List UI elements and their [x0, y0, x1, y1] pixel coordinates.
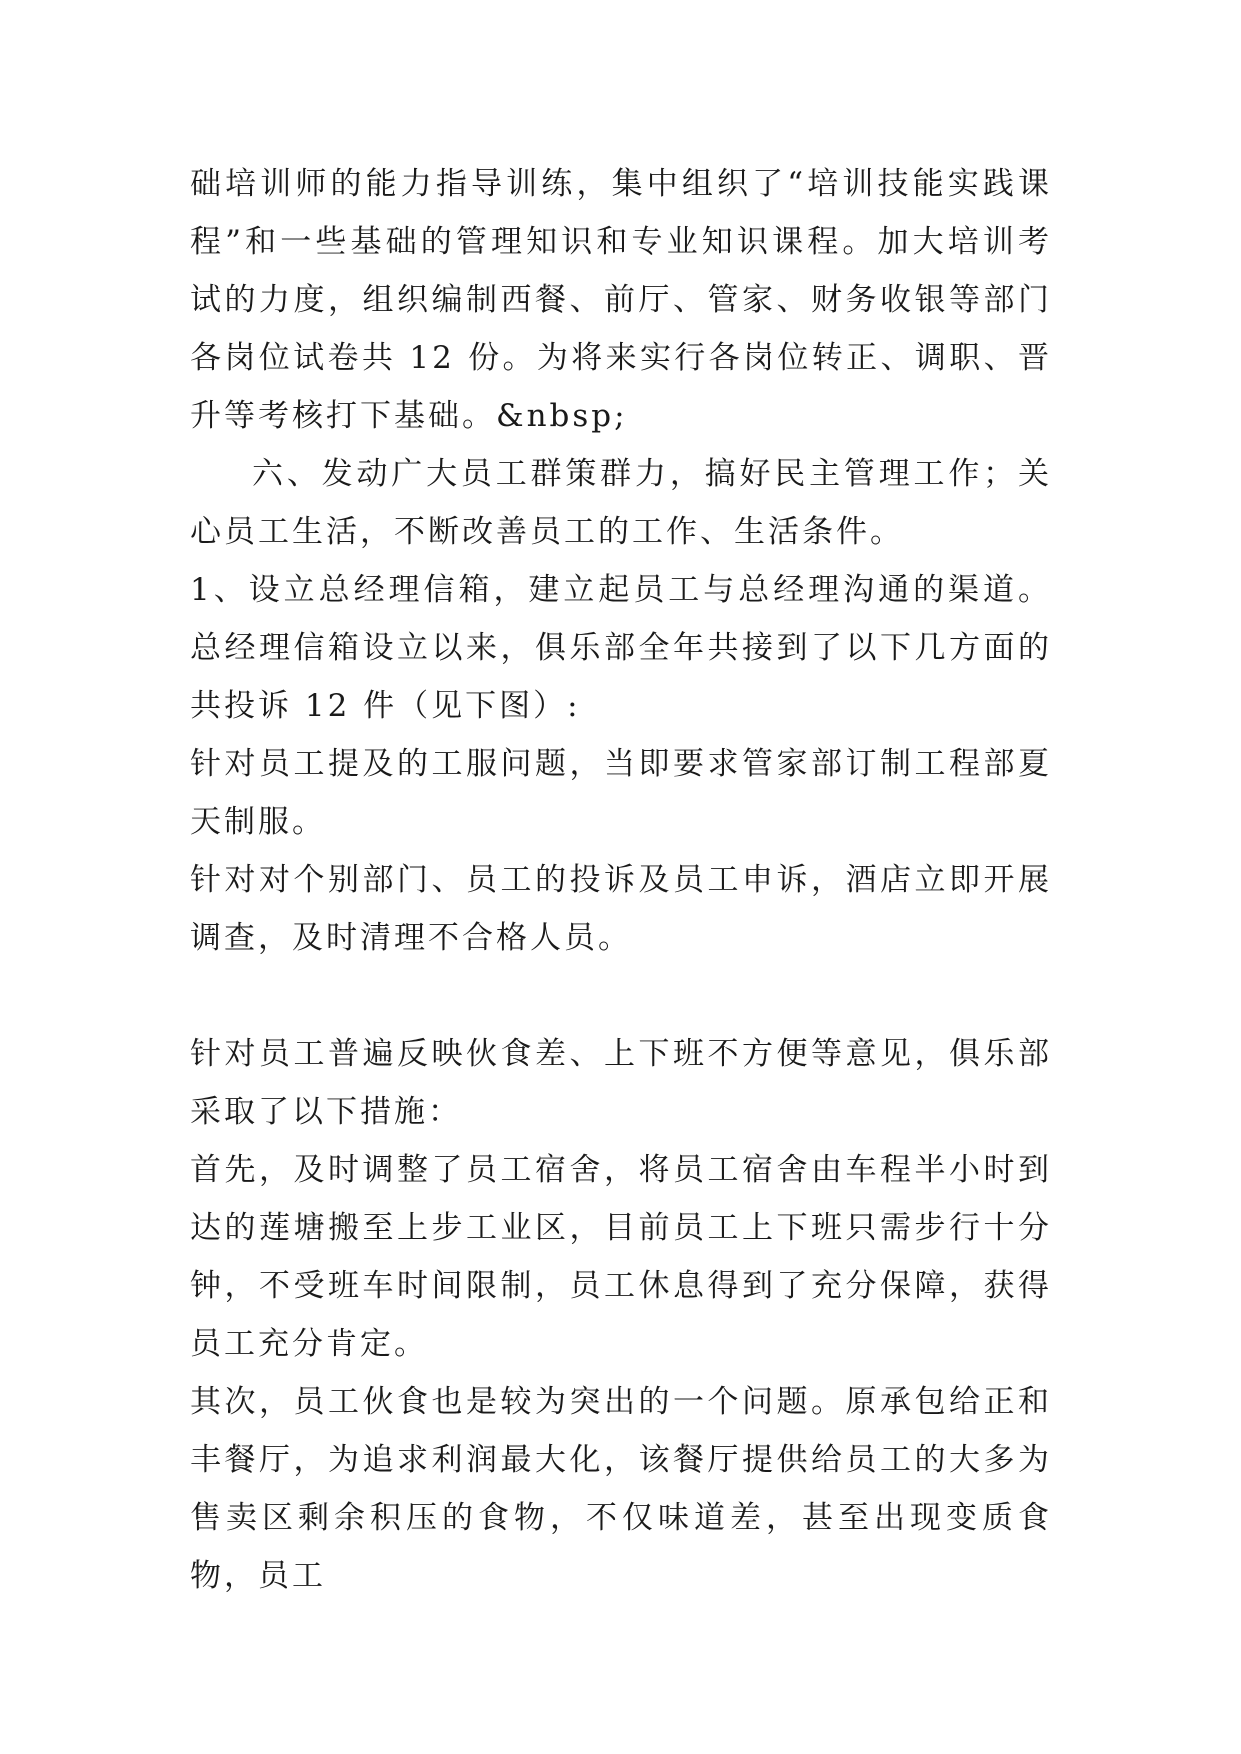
paragraph-meals: 其次，员工伙食也是较为突出的一个问题。原承包给正和丰餐厅，为追求利润最大化，该餐厅提供给员工的大多为售卖区剩余积压的食物，不仅味道差，甚至出现变质食物，员工 — [190, 1384, 1052, 1594]
paragraph-section-six-heading: 六、发动广大员工群策群力，搞好民主管理工作；关心员工生活，不断改善员工的工作、生活条件。 — [190, 456, 1052, 550]
paragraph-uniform-issue: 针对员工提及的工服问题，当即要求管家部订制工程部夏天制服。 — [190, 746, 1052, 840]
paragraph-complaints: 针对对个别部门、员工的投诉及员工申诉，酒店立即开展调查，及时清理不合格人员。 — [190, 862, 1052, 956]
paragraph-training: 础培训师的能力指导训练，集中组织了“培训技能实践课程”和一些基础的管理知识和专业知识课程。加大培训考试的力度，组织编制西餐、前厅、管家、财务收银等部门各岗位试卷共 12 份。为将来实行各岗位转正、调职、晋升等考核打下基础。&nbsp; — [190, 166, 1052, 434]
paragraph-gm-mailbox: 1、设立总经理信箱，建立起员工与总经理沟通的渠道。总经理信箱设立以来，俱乐部全年共接到了以下几方面的共投诉 12 件（见下图）: — [190, 572, 1052, 724]
blank-line — [190, 967, 1052, 1025]
paragraph-dormitory: 首先，及时调整了员工宿舍，将员工宿舍由车程半小时到达的莲塘搬至上步工业区，目前员工上下班只需步行十分钟，不受班车时间限制，员工休息得到了充分保障，获得员工充分肯定。 — [190, 1152, 1052, 1362]
paragraph-measures: 针对员工普遍反映伙食差、上下班不方便等意见，俱乐部采取了以下措施： — [190, 1036, 1052, 1130]
document-body — [190, 155, 1052, 1605]
